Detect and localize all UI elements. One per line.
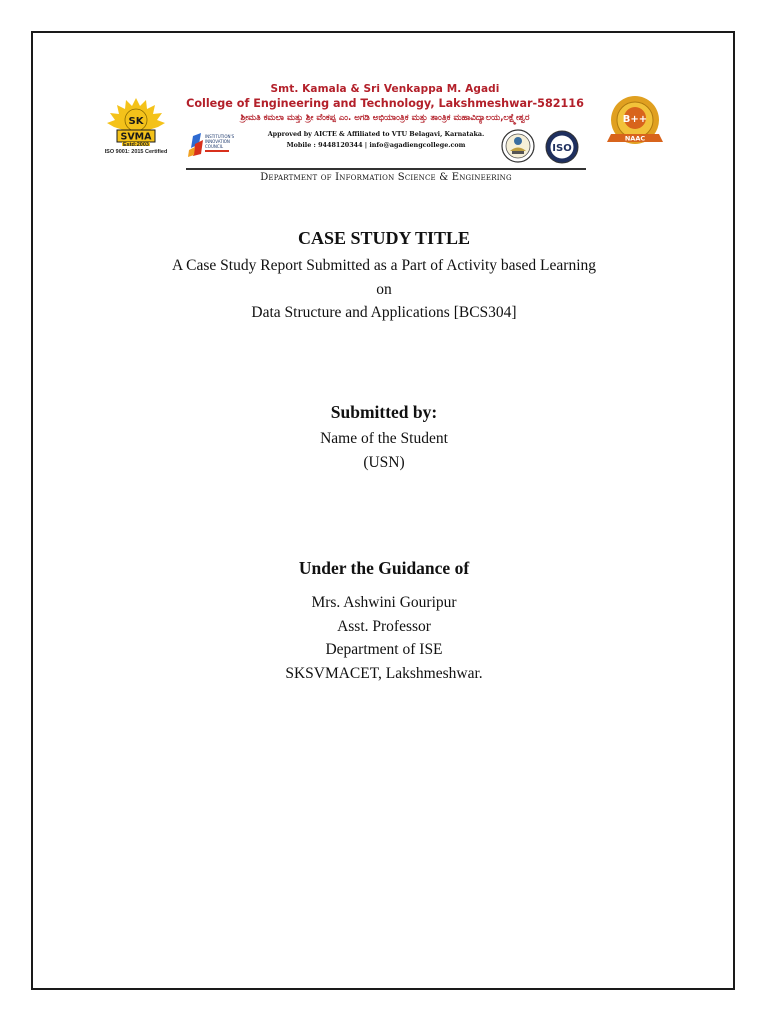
submitted-by-heading: Submitted by:	[330, 402, 438, 422]
svg-text:INNOVATION: INNOVATION	[205, 139, 230, 144]
naac-logo	[607, 94, 667, 152]
student-info-block	[0, 427, 768, 474]
naac-grade: B++	[622, 114, 648, 125]
seal-emblem-2	[545, 130, 579, 164]
case-study-title: CASE STUDY TITLE	[297, 228, 471, 248]
student-name: Name of the Student	[320, 430, 448, 447]
iic-logo-text: INSTITUTION'S	[205, 134, 235, 139]
sk-estd-year: Estd:2003	[123, 142, 149, 148]
guide-designation: Asst. Professor	[337, 617, 431, 635]
subtitle-line-3: Data Structure and Applications [BCS304]	[251, 304, 517, 321]
student-usn: (USN)	[363, 453, 405, 471]
sk-logo-text-top: SK	[128, 116, 144, 127]
svg-text:ISO: ISO	[552, 143, 572, 154]
seal-emblem-1	[501, 129, 535, 163]
college-letterhead	[0, 80, 768, 190]
guide-department: Department of ISE	[325, 641, 443, 658]
naac-label: NAAC	[624, 134, 646, 143]
guide-name: Mrs. Ashwini Gouripur	[311, 594, 457, 611]
iic-logo	[187, 130, 251, 158]
title-subtitle-block	[0, 254, 768, 325]
sk-iso-cert: ISO 9001: 2015 Certified	[104, 149, 168, 155]
sk-estd-text	[96, 142, 176, 156]
department-line: Department of Information Science & Engineering	[260, 172, 512, 183]
guide-institution: SKSVMACET, Lakshmeshwar.	[285, 664, 483, 682]
contact-line: Mobile : 9448120344 | info@agadiengcollege.com	[286, 141, 466, 149]
college-name-kannada: ಶ್ರೀಮತಿ ಕಮಲಾ ಮತ್ತು ಶ್ರೀ ವೆಂಕಪ್ಪ ಎಂ. ಅಗಡಿ ಅಭಿಯಾಂತ್ರಿಕ ಮತ್ತು ತಾಂತ್ರಿಕ ಮಹಾವಿದ್ಯಾಲಯ,ಲಕ್ಷ್ಮೇಶ್ವರ	[240, 113, 530, 123]
sk-logo-text-main: SVMA	[120, 131, 152, 143]
header-divider	[186, 168, 586, 170]
approval-line: Approved by AICTE & Affiliated to VTU Belagavi, Karnataka.	[267, 130, 485, 138]
subtitle-line-2: on	[376, 280, 392, 298]
svg-text:COUNCIL: COUNCIL	[205, 144, 224, 149]
college-name-line2: College of Engineering and Technology, Lakshmeshwar-582116	[186, 97, 584, 110]
guide-info-block	[0, 591, 768, 685]
college-name-line1: Smt. Kamala & Sri Venkappa M. Agadi	[270, 83, 500, 95]
guidance-heading: Under the Guidance of	[298, 558, 470, 578]
subtitle-line-1: A Case Study Report Submitted as a Part of Activity based Learning	[171, 257, 597, 274]
